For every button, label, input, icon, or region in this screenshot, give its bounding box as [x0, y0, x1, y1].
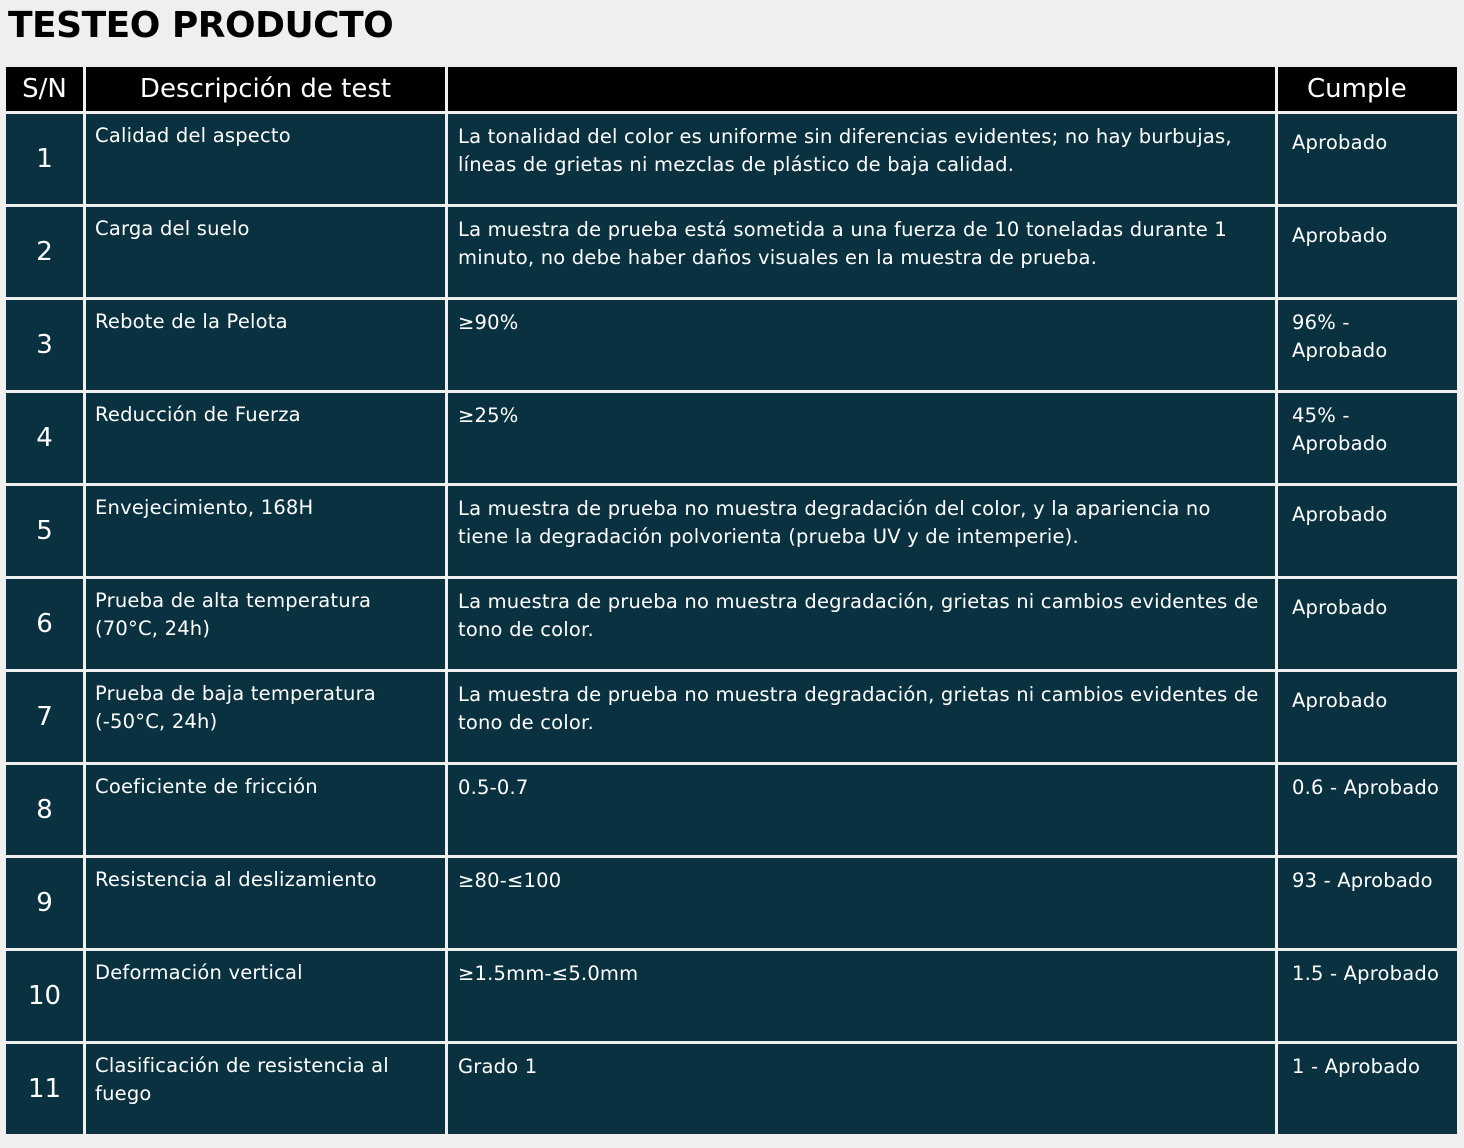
row-sn: 8 — [6, 765, 83, 855]
row-result: 0.6 - Aprobado — [1278, 765, 1457, 855]
row-spec: La muestra de prueba está sometida a una fuerza de 10 toneladas durante 1 minuto, no debe haber daños visuales en la muestra de prueba. — [448, 207, 1275, 297]
test-table — [6, 67, 1457, 1137]
row-description: Coeficiente de fricción — [86, 765, 445, 855]
header-spec — [448, 67, 1275, 111]
table-row — [6, 486, 1457, 576]
row-spec: ≥80-≤100 — [448, 858, 1275, 948]
table-row — [6, 300, 1457, 390]
page-title: TESTEO PRODUCTO — [8, 5, 394, 46]
row-sn: 9 — [6, 858, 83, 948]
row-spec: La muestra de prueba no muestra degradación, grietas ni cambios evidentes de tono de color. — [448, 672, 1275, 762]
row-description: Prueba de alta temperatura (70°C, 24h) — [86, 579, 445, 669]
table-row — [6, 114, 1457, 204]
table-header-row — [6, 67, 1457, 111]
row-result: Aprobado — [1278, 579, 1457, 669]
row-description: Rebote de la Pelota — [86, 300, 445, 390]
row-spec: ≥25% — [448, 393, 1275, 483]
row-spec: La muestra de prueba no muestra degradación del color, y la apariencia no tiene la degradación polvorienta (prueba UV y de intemperie). — [448, 486, 1275, 576]
table-row — [6, 672, 1457, 762]
header-description: Descripción de test — [86, 67, 445, 111]
row-sn: 1 — [6, 114, 83, 204]
row-sn: 5 — [6, 486, 83, 576]
row-description: Deformación vertical — [86, 951, 445, 1041]
row-sn: 2 — [6, 207, 83, 297]
row-result: Aprobado — [1278, 486, 1457, 576]
row-description: Clasificación de resistencia al fuego — [86, 1044, 445, 1134]
row-description: Resistencia al deslizamiento — [86, 858, 445, 948]
row-result: 45% - Aprobado — [1278, 393, 1457, 483]
row-spec: 0.5-0.7 — [448, 765, 1275, 855]
row-sn: 3 — [6, 300, 83, 390]
row-result: 96% - Aprobado — [1278, 300, 1457, 390]
row-result: 1.5 - Aprobado — [1278, 951, 1457, 1041]
row-description: Calidad del aspecto — [86, 114, 445, 204]
header-sn: S/N — [6, 67, 83, 111]
row-sn: 4 — [6, 393, 83, 483]
row-result: Aprobado — [1278, 672, 1457, 762]
row-spec: ≥1.5mm-≤5.0mm — [448, 951, 1275, 1041]
row-result: Aprobado — [1278, 114, 1457, 204]
table-row — [6, 765, 1457, 855]
table-row — [6, 393, 1457, 483]
row-description: Reducción de Fuerza — [86, 393, 445, 483]
table-row — [6, 579, 1457, 669]
row-result: 93 - Aprobado — [1278, 858, 1457, 948]
row-description: Prueba de baja temperatura (-50°C, 24h) — [86, 672, 445, 762]
row-description: Envejecimiento, 168H — [86, 486, 445, 576]
row-spec: La muestra de prueba no muestra degradación, grietas ni cambios evidentes de tono de color. — [448, 579, 1275, 669]
row-sn: 7 — [6, 672, 83, 762]
table-row — [6, 858, 1457, 948]
row-result: Aprobado — [1278, 207, 1457, 297]
row-description: Carga del suelo — [86, 207, 445, 297]
table-row — [6, 207, 1457, 297]
header-result: Cumple — [1278, 67, 1457, 111]
row-sn: 11 — [6, 1044, 83, 1134]
row-spec: ≥90% — [448, 300, 1275, 390]
table-row — [6, 1044, 1457, 1134]
row-result: 1 - Aprobado — [1278, 1044, 1457, 1134]
row-sn: 10 — [6, 951, 83, 1041]
row-spec: La tonalidad del color es uniforme sin diferencias evidentes; no hay burbujas, líneas de grietas ni mezclas de plástico de baja calidad. — [448, 114, 1275, 204]
table-row — [6, 951, 1457, 1041]
row-sn: 6 — [6, 579, 83, 669]
row-spec: Grado 1 — [448, 1044, 1275, 1134]
